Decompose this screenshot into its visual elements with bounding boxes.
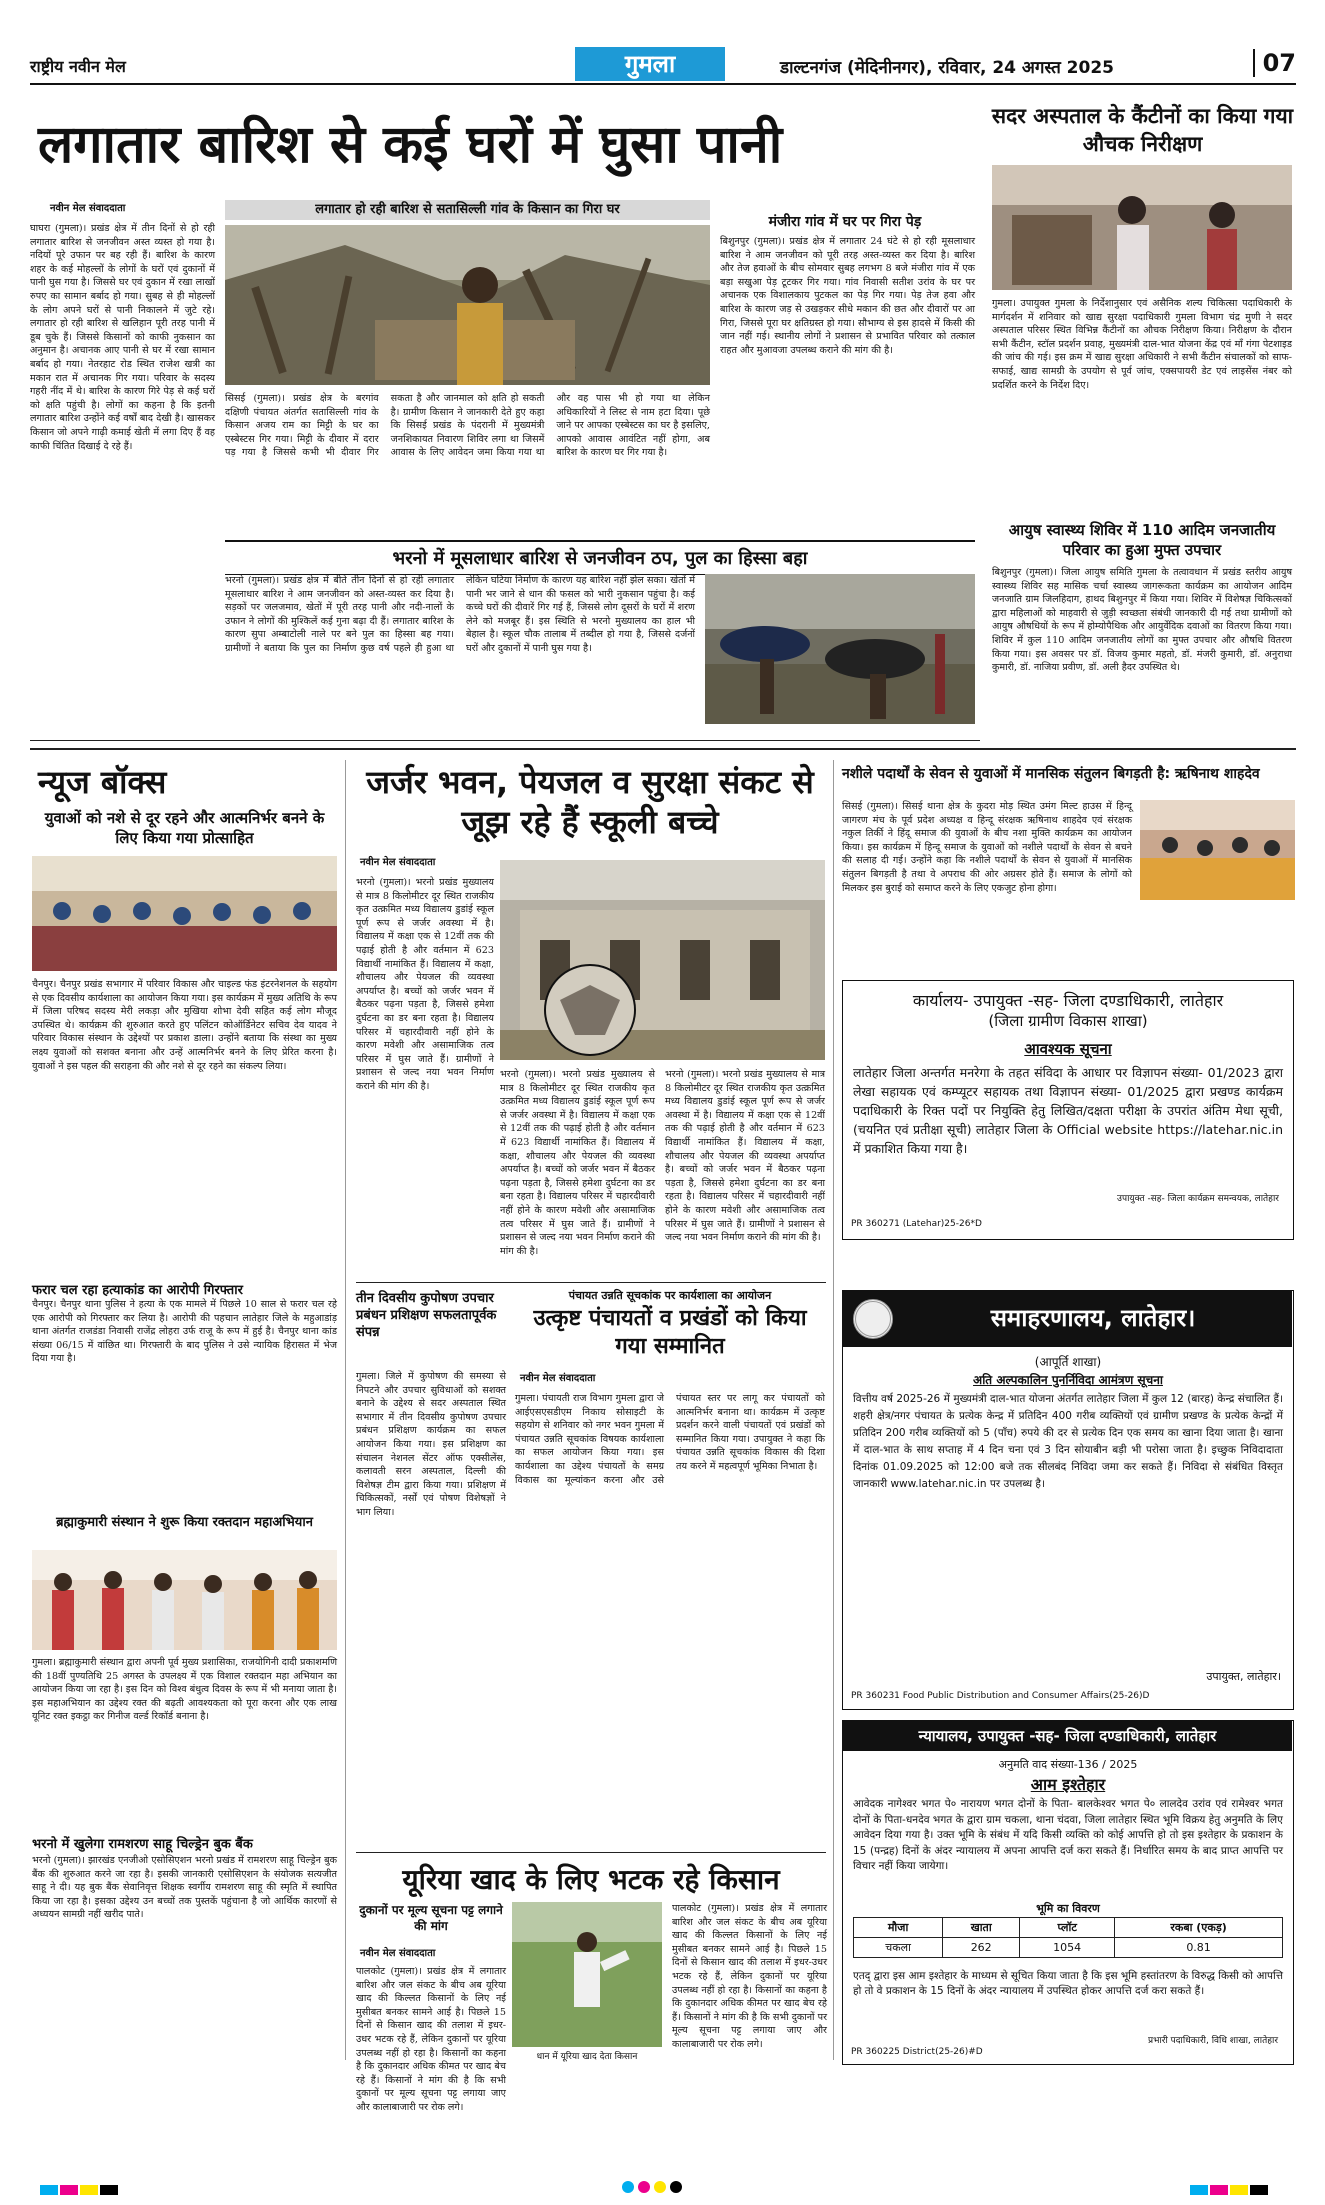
blood-donation-photo xyxy=(32,1550,337,1650)
table-cell: चकला xyxy=(854,1938,943,1958)
canteen-inspection-photo xyxy=(992,165,1292,290)
lead-body: घाघरा (गुमला)। प्रखंड क्षेत्र में तीन दिनों से हो रही लगातार बारिश से जनजीवन अस्त व्यस्त हो गया है। नदियों पूरे उफान पर बह रही हैं। बारिश के कारण शहर के कई मोहल्लों के लोगों के घरों एवं दुकानों में पानी घुस गया है। जिससे घर एवं दुकान में रखा लाखों रुपए का सामान बर्बाद हो गया। सुबह से ही मोहल्लों के लोग अपने घरों से पानी निकालने में जुटे रहे। लगातार हो रही बारिश से खलिहान पूरी तरह पानी में डूब चुके हैं। जिससे किसानों को काफी नुकसान का अनुमान है। अचानक आए पानी से घर में रखा सामान बर्बाद हो गया। नेतरहाट रोड स्थित राजेश खत्री का मकान रात में अचानक गिर गया। परिवार के सदस्य गहरी नींद में थे। बारिश के कारण गिरे पेड़ से कई घरों को क्षति पहुंची है। लोगों का कहना है कि इतनी लगातार बारिश उन्होंने कई वर्षों बाद देखी है। खासकर किसान जो अपने गाढ़ी कमाई खेती में लगा दिए हैं वह काफी चिंतित दिखाई दे रहे हैं। xyxy=(30,223,215,452)
news-box-label: न्यूज बॉक्स xyxy=(38,763,167,801)
fertilizer-photo-caption: धान में यूरिया खाद देता किसान xyxy=(536,2052,638,2062)
notice1-body: लातेहार जिला अन्तर्गत मनरेगा के तहत संविदा के आधार पर विज्ञापन संख्या- 01/2023 द्वारा लेखा सहायक एवं कम्प्यूटर सहायक तथा विज्ञापन संख्या- 01/2025 द्वारा प्रखण्ड कार्यक्रम पदाधिकारी के रिक्त पदों पर नियुक्ति हेतु लिखित/दक्षता परीक्षा के उपरांत अंतिम मेधा सूची, (चयनित एवं प्रतीक्षा सूची) लातेहार जिला के Official website https://latehar.nic.in में प्रकाशित किया गया है। xyxy=(853,1065,1283,1156)
school-headline: जर्जर भवन, पेयजल व सुरक्षा संकट से जूझ रहे हैं स्कूली बच्चे xyxy=(366,763,814,841)
school-byline: नवीन मेल संवाददाता xyxy=(360,857,436,868)
masthead xyxy=(30,45,1296,85)
notice3-footer: एतद् द्वारा इस आम इश्तेहार के माध्यम से सूचित किया जाता है कि इस भूमि हस्तांतरण के विरुद्ध किसी को आपत्ति हो तो वे प्रकाशन के 15 दिनों के अंदर न्यायालय में उपस्थित होकर आपत्ति दर्ज करा सकते हैं। xyxy=(853,1970,1283,1997)
notice-supply-tender xyxy=(842,1290,1294,1710)
panchayat-headline: उत्कृष्ट पंचायतों व प्रखंडों को किया गया सम्मानित xyxy=(533,1306,807,1359)
col-divider-2 xyxy=(833,760,834,2060)
lead-bottom-rule xyxy=(30,740,980,741)
lead-photo2-body: बिशुनपुर (गुमला)। प्रखंड क्षेत्र में लगातार 24 घंटे से हो रही मूसलाधार बारिश ने आम जनजीवन को पूरी तरह अस्त-व्यस्त कर दिया है। बारिश और तेज हवाओं के बीच सोमवार सुबह लगभग 8 बजे मंजीरा गांव में एक बड़ा सखुआ पेड़ टूटकर गिर गया। गांव निवासी सतीश उरांव के घर पर अचानक एक विशालकाय पुटकल का पेड़ गिर गया। पेड़ तेज हवा और बारिश के कारण जड़ से उखड़कर सीधे मकान की छत और दीवारों पर आ गिरा, जिससे पूरा घर क्षतिग्रस्त हो गया। सौभाग्य से इस हादसे में किसी की जान नहीं गई। स्थानीय लोगों ने प्रशासन से प्रभावित परिवार को तत्काल राहत और मुआवजा उपलब्ध कराने की मांग की है। xyxy=(720,236,975,356)
school-body-col2: भरनो (गुमला)। भरनो प्रखंड मुख्यालय से मात्र 8 किलोमीटर दूर स्थित राजकीय कृत उत्क्रमित मध्य विद्यालय डुडांई स्कूल पूर्ण रूप से जर्जर अवस्था में है। विद्यालय में कक्षा एक से 12वीं तक की पढ़ाई होती है और वर्तमान में 623 विद्यार्थी नामांकित हैं। विद्यालय में कक्षा, शौचालय और पेयजल की व्यवस्था अपर्याप्त है। बच्चों को जर्जर भवन में बैठकर पढ़ना पड़ता है, जिससे हमेशा दुर्घटना का डर बना रहता है। विद्यालय परिसर में चहारदीवारी नहीं होने के कारण मवेशी और असामाजिक तत्व परिसर में घुस जाते हैं। ग्रामीणों ने प्रशासन से जल्द नया भवन निर्माण कराने की मांग की है। xyxy=(500,1069,655,1257)
collapsed-house-photo xyxy=(225,225,710,385)
fertilizer-body-col2: पालकोट (गुमला)। प्रखंड क्षेत्र में लगातार बारिश और जल संकट के बीच अब यूरिया खाद की किल्लत किसानों के लिए नई मुसीबत बनकर सामने आई है। पिछले 15 दिनों से किसान खाद की तलाश में इधर-उधर भटक रहे हैं, लेकिन दुकानों पर यूरिया उपलब्ध नहीं हो रहा है। किसानों का कहना है कि दुकानदार अधिक कीमत पर खाद बेच रहे हैं। किसानों ने मांग की है कि सभी दुकानों पर मूल्य सूचना पट्ट लगाया जाए और कालाबाजारी पर रोक लगे। xyxy=(672,1903,827,2050)
ayush-body: बिशुनपुर (गुमला)। जिला आयुष समिति गुमला के तत्वावधान में प्रखंड स्तरीय आयुष स्वास्थ्य शिविर सह मासिक चर्चा स्वास्थ्य जागरूकता कार्यक्रम का आयोजन आदिम जनजाति ग्राम जिलहिदाग, हाथद बिशुनपुर में किया गया। शिविर में विशेषज्ञ चिकित्सकों द्वारा महिलाओं को माहवारी से जुड़ी स्वच्छता संबंधी जानकारी दी गई तथा ग्रामीणों को आयुष औषधियों के रूप में होम्योपैथिक और आयुर्वेदिक दवाओं का वितरण किया गया। शिविर में कुल 110 आदिम जनजातीय लोगों का मुफ्त उपचार और औषधि वितरण किया गया। इस अवसर पर डॉ. विजय कुमार महतो, डॉ. मंजरी कुमारी, डॉ. अनुराधा कुमारी, डॉ. नाजिया प्रवीण, डॉ. अली हैदर उपस्थित थे। xyxy=(992,567,1292,674)
notice3-case: अनुमति वाद संख्या-136 / 2025 xyxy=(998,1758,1138,1771)
lead-photo1-body: सिसई (गुमला)। प्रखंड क्षेत्र के बरगांव दक्षिणी पंचायत अंतर्गत सतासिल्ली गांव के किसान अजय राम का मिट्टी के घर का एस्बेस्टस गिर गया। मिट्टी के दीवार में दरार पड़ गया है जिससे कभी भी दीवार गिर सकता है और जानमाल को क्षति हो सकती है। ग्रामीण किसान ने जानकारी देते हुए कहा कि सिसई प्रखंड के पंदरानी में मुख्यमंत्री जनशिकायत निवारण शिविर लगा था जिसमें आवास के लिए आवेदन जमा किया गया था और वह पास भी हो गया था लेकिन अधिकारियों ने लिस्ट से नाम हटा दिया। पूछे जाने पर आपका एस्बेस्टस का घर है इसलिए, आपको आवास आवंटित नहीं होगा, अब बारिश के कारण घर गिर गया है। xyxy=(225,393,710,459)
notice-court xyxy=(842,1720,1294,2065)
table-cell: 262 xyxy=(943,1938,1020,1958)
news-item2-headline: फरार चल रहा हत्याकांड का आरोपी गिरफ्तार xyxy=(32,1283,243,1298)
notice2-signature: उपायुक्त, लातेहार। xyxy=(1206,1670,1281,1683)
registration-marks xyxy=(620,2178,684,2197)
news-item4-body: भरनो (गुमला)। झारखंड एनजीओ एसोसिएशन भरनो प्रखंड में रामशरण साहू चिल्ड्रेन बुक बैंक की शुरुआत करने जा रहा है। इसकी जानकारी एसोसिएशन के संयोजक सत्यजीत साहू ने दी। यह बुक बैंक सेवानिवृत्त शिक्षक स्वर्गीय रामशरण साहू की स्मृति में स्थापित किया जा रहा है। इसका उद्देश्य उन बच्चों तक पुस्तकें पहुंचाना है जो आर्थिक कारणों से अध्ययन सामग्री नहीं खरीद पाते। xyxy=(32,1855,337,1921)
middle-bottom-rule xyxy=(356,1852,826,1853)
news-item1-body: चैनपुर। चैनपुर प्रखंड सभागार में परिवार विकास और चाइल्ड फंड इंटरनेशनल के सहयोग से एक दिवसीय कार्यशाला का आयोजन किया गया। इस कार्यक्रम में मुख्य अतिथि के रूप में जिला परिषद सदस्य मेरी लकड़ा और मुखिया शोभा देवी सहित कई लोग मौजूद उपस्थित थे। कार्यक्रम की शुरुआत करते हुए पलिंटन कोऑर्डिनेटर सचिव देव यादव ने परिवार विकास संस्थान के उद्देश्यों पर प्रकाश डाला। उन्होंने बताया कि संस्था का मुख्य लक्ष्य युवाओं को सशक्त बनाना और उन्हें आत्मनिर्भर बनने के लिए प्रेरित करना है। युवाओं ने इस पहल की सराहना की और नशे से दूर रहने का संकल्प लिया। xyxy=(32,979,337,1072)
news-item1-headline: युवाओं को नशे से दूर रहने और आत्मनिर्भर बनने के लिए किया गया प्रोत्साहित xyxy=(44,809,325,847)
drug-body: सिसई (गुमला)। सिसई थाना क्षेत्र के कुदरा मोड़ स्थित उमंग मिल्ट हाउस में हिन्दू जागरण मंच के पूर्व प्रदेश अध्यक्ष व हिन्दू संरक्षक ऋषिनाथ शाहदेव एवं संरक्षक नकुल तिर्की ने हिंदू समाज की युवाओं के बीच नशा मुक्ति कार्यक्रम का आयोजन किया। इस कार्यक्रम में हिन्दू समाज के युवाओं को नशीले पदार्थों के सेवन से बचने की सलाह दी गई। उन्होंने कहा कि नशीले पदार्थों के सेवन से युवाओं में मानसिक संतुलन बिगड़ती है तथा वे अपराध की ओर अग्रसर होते हैं। समाज के लोगों को मिलकर इस बुराई को समाप्त करने के लिए एकजुट होना होगा। xyxy=(842,801,1132,894)
lead-photo2-caption: मंजीरा गांव में घर पर गिरा पेड़ xyxy=(768,214,922,230)
school-bottom-rule xyxy=(356,1282,826,1283)
section-tag: गुमला xyxy=(575,47,725,81)
notice2-body: वित्तीय वर्ष 2025-26 में मुख्यमंत्री दाल-भात योजना अंतर्गत लातेहार जिला में कुल 12 (बारह) केन्द्र संचालित हैं। शहरी क्षेत्र/नगर पंचायत के प्रत्येक केन्द्र में प्रतिदिन 400 गरीब व्यक्तियों एवं ग्रामीण प्रखण्ड के प्रत्येक केन्द्रों में प्रतिदिन 200 गरीब व्यक्तियों को 5 (पाँच) रुपये की दर से प्रत्येक दिन एक समय का खाना दिया जाता है। खाना में दाल-भात के साथ सप्ताह में 4 दिन चना एवं 3 दिन सोयाबीन बड़ी भी परोसा जाता है। इच्छुक निविदादाता दिनांक 01.09.2025 को 12:00 बजे तक सीलबंद निविदा जमा कर सकते हैं। निविदा से संबंधित विस्तृत जानकारी www.latehar.nic.in पर उपलब्ध है। xyxy=(853,1393,1283,1490)
lead-photo1-caption: लगातार हो रही बारिश से सतासिल्ली गांव के किसान का गिरा घर xyxy=(225,200,710,220)
news-item2-body: चैनपुर। चैनपुर थाना पुलिस ने हत्या के एक मामले में पिछले 10 साल से फरार चल रहे एक आरोपी को गिरफ्तार कर लिया है। आरोपी की पहचान लातेहार जिले के महुआडांड़ थाना अंतर्गत राजडंडा निवासी राजेंद्र लोहरा उर्फ राजू के रूप में हुई है। चैनपुर थाना कांड संख्या 06/15 में वांछित था। गिरफ्तारी के बाद पुलिस ने उसे न्यायिक हिरासत में भेज दिया गया है। xyxy=(32,1299,337,1365)
panchayat-byline: नवीन मेल संवाददाता xyxy=(520,1373,596,1384)
dilapidated-school-photo xyxy=(500,860,825,1060)
notice1-office: कार्यालय- उपायुक्त -सह- जिला दण्डाधिकारी, लातेहार xyxy=(912,991,1224,1010)
drug-headline: नशीले पदार्थों के सेवन से युवाओं में मानसिक संतुलन बिगड़ती है: ऋषिनाथ शाहदेव xyxy=(842,766,1260,782)
news-item3-headline: ब्रह्माकुमारी संस्थान ने शुरू किया रक्तदान महाअभियान xyxy=(56,1515,313,1530)
table-cell: 0.81 xyxy=(1115,1938,1283,1958)
news-item3-body: गुमला। ब्रह्माकुमारी संस्थान द्वारा अपनी पूर्व मुख्य प्रशासिका, राजयोगिनी दादी प्रकाशमणि की 18वीं पुण्यतिथि 25 अगस्त के उपलक्ष्य में एक विशाल रक्तदान महा अभियान का आयोजन किया जा रहा है। इस दिन को विश्व बंधुत्व दिवस के रूप में भी मनाया जाता है। इस महाअभियान का उद्देश्य रक्त की बढ़ती आवश्यकता को पूरा करना और एक लाख यूनिट रक्त इकट्ठा कर गिनीज वर्ल्ड रिकॉर्ड बनाना है। xyxy=(32,1657,337,1723)
notice1-signature: उपायुक्त -सह- जिला कार्यक्रम समन्वयक, लातेहार xyxy=(1117,1194,1279,1204)
school-body-col3: भरनो (गुमला)। भरनो प्रखंड मुख्यालय से मात्र 8 किलोमीटर दूर स्थित राजकीय कृत उत्क्रमित मध्य विद्यालय डुडांई स्कूल पूर्ण रूप से जर्जर अवस्था में है। विद्यालय में कक्षा एक से 12वीं तक की पढ़ाई होती है और वर्तमान में 623 विद्यार्थी नामांकित हैं। विद्यालय में कक्षा, शौचालय और पेयजल की व्यवस्था अपर्याप्त है। बच्चों को जर्जर भवन में बैठकर पढ़ना पड़ता है, जिससे हमेशा दुर्घटना का डर बना रहता है। विद्यालय परिसर में चहारदीवारी नहीं होने के कारण मवेशी और असामाजिक तत्व परिसर में घुस जाते हैं। ग्रामीणों ने प्रशासन से जल्द नया भवन निर्माण कराने की मांग की है। xyxy=(665,1069,825,1244)
notice-mgnrega xyxy=(842,980,1294,1240)
notice3-signature: प्रभारी पदाधिकारी, विधि शाखा, लातेहार xyxy=(1148,2036,1278,2046)
lead-band-body: भरनो (गुमला)। प्रखंड क्षेत्र में बीते तीन दिनों से हो रही लगातार मूसलाधार बारिश ने आम जनजीवन को अस्त-व्यस्त कर दिया है। सड़कों पर जलजमाव, खेतों में पूरी तरह पानी और नदी-नालों के उफान ने लोगों की मुश्किलें कई गुना बढ़ा दी हैं। लगातार बारिश के कारण सुपा अम्बाटोली नाले पर बने पुल का हिस्सा बह गया। ग्रामीणों ने बताया कि पुल का निर्माण कुछ वर्ष पहले ही हुआ था लेकिन घटिया निर्माण के कारण यह बारिश नहीं झेल सका। खेतों में पानी भर जाने से धान की फसल को भारी नुकसान पहुंचा है। कई कच्चे घरों की दीवारें गिर गई हैं, जिससे लोग दूसरों के घरों में शरण लेने को मजबूर हैं। इस स्थिति से भरनो मुख्यालय का हाल भी बेहाल है। स्कूल चौक तालाब में तब्दील हो गया है, जिससे दर्जनों घरों और दुकानों में पानी घुस गया है। xyxy=(225,575,695,654)
notice1-title: आवश्यक सूचना xyxy=(1024,1040,1112,1058)
page-number: 07 xyxy=(1253,49,1296,77)
top-section-rule xyxy=(30,748,1296,750)
news-item4-headline: भरनो में खुलेगा रामशरण साहू चिल्ड्रेन बुक बैंक xyxy=(32,1837,253,1852)
notice2-header xyxy=(843,1291,1292,1347)
lead-byline: नवीन मेल संवाददाता xyxy=(50,203,126,214)
color-calibration-left xyxy=(40,2180,120,2190)
fertilizer-body-col1: पालकोट (गुमला)। प्रखंड क्षेत्र में लगातार बारिश और जल संकट के बीच अब यूरिया खाद की किल्लत किसानों के लिए नई मुसीबत बनकर सामने आई है। पिछले 15 दिनों से किसान खाद की तलाश में इधर-उधर भटक रहे हैं, लेकिन दुकानों पर यूरिया उपलब्ध नहीं हो रहा है। किसानों का कहना है कि दुकानदार अधिक कीमत पर खाद बेच रहे हैं। किसानों ने मांग की है कि सभी दुकानों पर मूल्य सूचना पट्ट लगाया जाए और कालाबाजारी पर रोक लगे। xyxy=(356,1966,506,2113)
canteen-body: गुमला। उपायुक्त गुमला के निर्देशानुसार एवं असैनिक शल्य चिकित्सा पदाधिकारी के मार्गदर्शन में शनिवार को खाद्य सुरक्षा पदाधिकारी गुमला विभाग चंद्र मुणी ने सदर अस्पताल परिसर स्थित विभिन्न कैंटीनों का औचक निरीक्षण किया। निरीक्षण के दौरान सभी कैंटीन, स्टॉल प्रदर्शन प्रवाह, मुख्यमंत्री दाल-भात योजना केंद्र एवं माँ गंगा पेटशाइड की जांच की गई। इस क्रम में खाद्य सुरक्षा अधिकारी ने सभी कैंटीन संचालकों को साफ-सफाई, खाद्य सामग्री के उपयोग से पूर्व जांच, एक्सपायरी डेट एवं लाइसेंस नंबर को प्रदर्शित करने के निर्देश दिए। xyxy=(992,298,1292,391)
kuposhan-headline: तीन दिवसीय कुपोषण उपचार प्रबंधन प्रशिक्षण सफलतापूर्वक संपन्न xyxy=(356,1291,497,1340)
col-divider-1 xyxy=(345,760,346,2060)
notice1-branch: (जिला ग्रामीण विकास शाखा) xyxy=(988,1012,1148,1030)
lead-headline: लगातार बारिश से कई घरों में घुसा पानी xyxy=(38,115,783,175)
dateline: डाल्टनगंज (मेदिनीनगर), रविवार, 24 अगस्त 2025 xyxy=(780,58,1114,78)
drug-awareness-photo xyxy=(1140,800,1295,900)
table-header: रकबा (एकड़) xyxy=(1115,1918,1283,1938)
notice3-body: आवेदक नागेश्वर भगत पे० नारायण भगत दोनों के पिता- बालकेश्वर भगत पे० लालदेव उरांव एवं रामेश्वर भगत दोनों के पिता-धनदेव भगत के द्वारा ग्राम चकला, थाना चंदवा, जिला लातेहार स्थित भूमि विक्रय हेतु अनुमति के लिए आवेदन दिया गया है। उक्त भूमि के संबंध में यदि किसी व्यक्ति को कोई आपत्ति हो तो इस इश्तेहार के प्रकाशन के 15 (पन्द्रह) दिनों के अंदर न्यायालय में अपना आपत्ति दर्ज करा सकते हैं। निर्धारित समय के बाद प्राप्त आपत्ति पर विचार नहीं किया जायेगा। xyxy=(853,1798,1283,1872)
table-cell: 1054 xyxy=(1020,1938,1115,1958)
fertilizer-sub-headline: दुकानों पर मूल्य सूचना पट्ट लगाने की मांग xyxy=(359,1903,503,1933)
farmer-urea-photo xyxy=(512,1902,662,2047)
kuposhan-body: गुमला। जिले में कुपोषण की समस्या से निपटने और उपचार सुविधाओं को सशक्त बनाने के उद्देश्य से सदर अस्पताल स्थित सभागार में तीन दिवसीय कुपोषण उपचार प्रबंधन प्रशिक्षण कार्यक्रम का सफल आयोजन किया गया। इस प्रशिक्षण का संचालन नेशनल सेंटर ऑफ एक्सीलेंस, कलावती सरन अस्पताल, दिल्ली की विशेषज्ञ टीम द्वारा किया गया। प्रशिक्षण में चिकित्सकों, नर्सों एवं पोषण विशेषज्ञों ने भाग लिया। xyxy=(356,1371,506,1518)
panchayat-kicker: पंचायत उन्नति सूचकांक पर कार्यशाला का आयोजन xyxy=(568,1289,772,1302)
notice1-ref: PR 360271 (Latehar)25-26*D xyxy=(851,1219,982,1229)
notice3-title: आम इश्तेहार xyxy=(1030,1775,1106,1794)
land-details-table xyxy=(853,1917,1283,1958)
notice3-office: न्यायालय, उपायुक्त -सह- जिला दण्डाधिकारी, लातेहार xyxy=(843,1721,1292,1751)
youth-workshop-photo xyxy=(32,856,337,971)
notice2-office: समाहरणालय, लातेहार। xyxy=(990,1304,1196,1332)
school-body-col1: भरनो (गुमला)। भरनो प्रखंड मुख्यालय से मात्र 8 किलोमीटर दूर स्थित राजकीय कृत उत्क्रमित मध्य विद्यालय डुडांई स्कूल पूर्ण रूप से जर्जर अवस्था में है। विद्यालय में कक्षा एक से 12वीं तक की पढ़ाई होती है और वर्तमान में 623 विद्यार्थी नामांकित हैं। विद्यालय में कक्षा, शौचालय और पेयजल की व्यवस्था अपर्याप्त है। बच्चों को जर्जर भवन में बैठकर पढ़ना पड़ता है, जिससे हमेशा दुर्घटना का डर बना रहता है। विद्यालय परिसर में चहारदीवारी नहीं होने के कारण मवेशी और असामाजिक तत्व परिसर में घुस जाते हैं। ग्रामीणों ने प्रशासन से जल्द नया भवन निर्माण कराने की मांग की है। xyxy=(356,877,494,1092)
table-header: प्लॉट xyxy=(1020,1918,1115,1938)
flood-umbrella-photo xyxy=(705,574,975,724)
fertilizer-byline: नवीन मेल संवाददाता xyxy=(360,1948,436,1959)
color-calibration-right xyxy=(1190,2180,1270,2190)
notice2-branch: (आपूर्ति शाखा) xyxy=(1034,1355,1102,1369)
ayush-headline: आयुष स्वास्थ्य शिविर में 110 आदिम जनजातीय परिवार का हुआ मुफ्त उपचार xyxy=(1008,521,1276,559)
canteen-headline: सदर अस्पताल के कैंटीनों का किया गया औचक निरीक्षण xyxy=(991,104,1294,156)
paper-name: राष्ट्रीय नवीन मेल xyxy=(30,57,126,76)
notice2-ref: PR 360231 Food Public Distribution and Consumer Affairs(25-26)D xyxy=(851,1691,1150,1701)
notice3-table-title: भूमि का विवरण xyxy=(1036,1902,1100,1915)
fertilizer-headline: यूरिया खाद के लिए भटक रहे किसान xyxy=(402,1863,780,1896)
notice2-title: अति अल्पकालिन पुनर्निविदा आमंत्रण सूचना xyxy=(973,1373,1163,1387)
emblem-icon xyxy=(853,1299,893,1339)
panchayat-body: गुमला। पंचायती राज विभाग गुमला द्वारा जे आईएसएसडीएम निकाय सोसाइटी के सहयोग से शनिवार को नगर भवन गुमला में पंचायत उन्नति सूचकांक विषयक कार्यशाला का सफल आयोजन किया गया। इस कार्यशाला का उद्देश्य पंचायतों के समग्र विकास का मूल्यांकन करना और उसे पंचायत स्तर पर लागू कर पंचायतों को आत्मनिर्भर बनाना था। कार्यक्रम में उत्कृष्ट प्रदर्शन करने वाली पंचायतों एवं प्रखंडों को सम्मानित किया गया। उपायुक्त ने कहा कि पंचायत उन्नति सूचकांक विकास की दिशा तय करने में महत्वपूर्ण भूमिका निभाता है। xyxy=(515,1393,825,1486)
notice3-ref: PR 360225 District(25-26)#D xyxy=(851,2047,983,2057)
lead-band-headline: भरनो में मूसलाधार बारिश से जनजीवन ठप, पुल का हिस्सा बहा xyxy=(225,540,975,575)
table-header: खाता xyxy=(943,1918,1020,1938)
table-header: मौजा xyxy=(854,1918,943,1938)
